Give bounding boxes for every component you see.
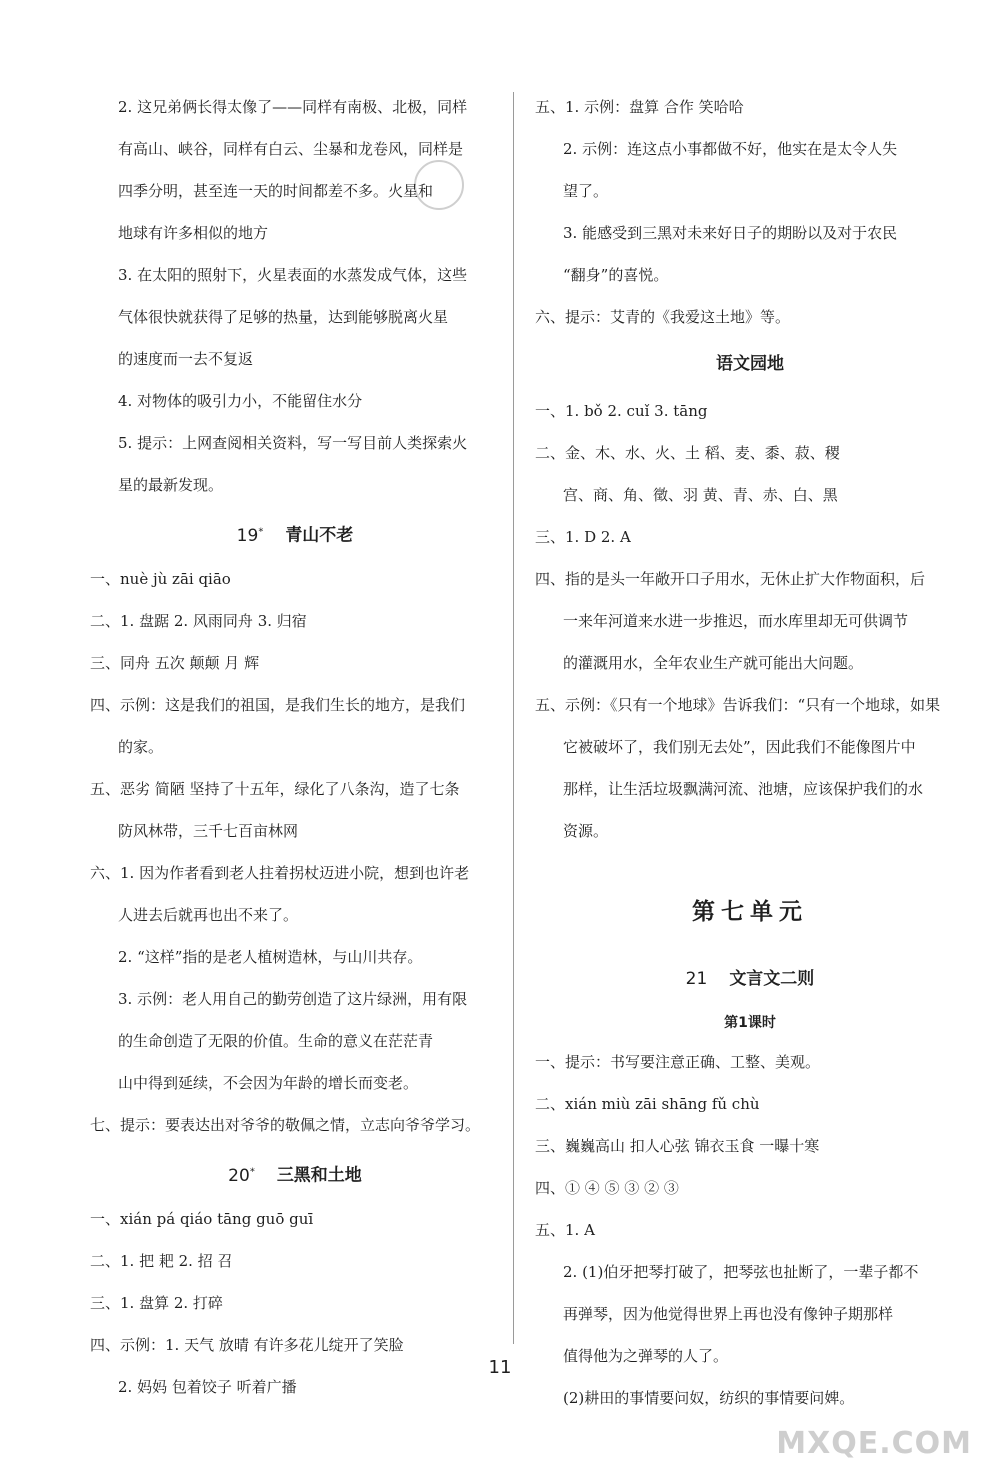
section-heading-20 bbox=[90, 1151, 500, 1193]
page-number: 11 bbox=[488, 1357, 512, 1378]
text-line: 四、指的是头一年敞开口子用水，无休止扩大作物面积，后 bbox=[535, 570, 926, 588]
right-column bbox=[535, 86, 965, 1419]
text-line: 5. 提示：上网查阅相关资料，写一写目前人类探索火 bbox=[118, 434, 468, 452]
text-line: 四、示例：这是我们的祖国，是我们生长的地方，是我们 bbox=[90, 696, 466, 714]
column-divider bbox=[513, 92, 514, 1344]
text-line: 三、巍巍高山 扣人心弦 锦衣玉食 一曝十寒 bbox=[535, 1137, 820, 1155]
text-line: 2. 这兄弟俩长得太像了——同样有南极、北极，同样 bbox=[118, 98, 468, 116]
text-line: 气体很快就获得了足够的热量，达到能够脱离火星 bbox=[118, 308, 449, 326]
text-line: 值得他为之弹琴的人了。 bbox=[563, 1347, 729, 1365]
text-line: 4. 对物体的吸引力小，不能留住水分 bbox=[118, 392, 363, 410]
section-number: 21 bbox=[685, 969, 708, 989]
text-line: 一来年河道来水进一步推迟，而水库里却无可供调节 bbox=[563, 612, 909, 630]
section-heading-21 bbox=[535, 958, 965, 1000]
section-title: 青山不老 bbox=[285, 525, 354, 546]
text-line: 三、同舟 五次 颠颠 月 辉 bbox=[90, 654, 260, 672]
text-line: 那样，让生活垃圾飘满河流、池塘，应该保护我们的水 bbox=[563, 780, 924, 798]
text-line: 3. 能感受到三黑对未来好日子的期盼以及对于农民 bbox=[563, 224, 898, 242]
text-line: 一、xián pá qiáo tāng guō guī bbox=[90, 1210, 314, 1228]
text-line: 地球有许多相似的地方 bbox=[118, 224, 269, 242]
text-line: 二、1. 把 耙 2. 招 召 bbox=[90, 1252, 233, 1270]
section-title: 文言文二则 bbox=[729, 969, 815, 989]
text-line: 资源。 bbox=[563, 822, 609, 840]
text-line: 五、恶劣 简陋 坚持了十五年，绿化了八条沟，造了七条 bbox=[90, 780, 460, 798]
watermark: MXQE.COM bbox=[776, 1426, 972, 1461]
text-line: 防风林带，三千七百亩林网 bbox=[118, 822, 299, 840]
text-line: 人进去后就再也出不来了。 bbox=[118, 906, 299, 924]
section-heading-garden: 语文园地 bbox=[716, 354, 784, 374]
text-line: 一、1. bǒ 2. cuǐ 3. tāng bbox=[535, 402, 708, 420]
text-line: 五、1. 示例：盘算 合作 笑哈哈 bbox=[535, 98, 744, 116]
text-line: 它被破坏了，我们别无去处”，因此我们不能像图片中 bbox=[563, 738, 916, 756]
text-line: 七、提示：要表达出对爷爷的敬佩之情，立志向爷爷学习。 bbox=[90, 1116, 481, 1134]
text-line: 一、提示：书写要注意正确、工整、美观。 bbox=[535, 1053, 821, 1071]
section-number: 19* bbox=[236, 525, 264, 546]
section-number: 20* bbox=[228, 1165, 255, 1186]
text-line: 的速度而一去不复返 bbox=[118, 350, 254, 368]
text-line: “翻身”的喜悦。 bbox=[563, 266, 669, 284]
text-line: 三、1. 盘算 2. 打碎 bbox=[90, 1294, 223, 1312]
text-line: 五、1. A bbox=[535, 1221, 595, 1239]
text-line: 再弹琴，因为他觉得世界上再也没有像钟子期那样 bbox=[563, 1305, 894, 1323]
text-line: 五、示例：《只有一个地球》告诉我们：“只有一个地球，如果 bbox=[535, 696, 941, 714]
text-line: 2. 示例：连这点小事都做不好，他实在是太令人失 bbox=[563, 140, 898, 158]
text-line: 二、1. 盘踞 2. 风雨同舟 3. 归宿 bbox=[90, 612, 307, 630]
text-line: (2)耕田的事情要问奴，纺织的事情要问婢。 bbox=[563, 1389, 855, 1407]
section-title: 三黑和土地 bbox=[276, 1165, 362, 1186]
text-line: 望了。 bbox=[563, 182, 609, 200]
text-line: 3. 示例：老人用自己的勤劳创造了这片绿洲，用有限 bbox=[118, 990, 468, 1008]
text-line: 三、1. D 2. A bbox=[535, 528, 631, 546]
section-heading-19 bbox=[90, 511, 500, 553]
text-line: 2. 妈妈 包着饺子 听着广播 bbox=[118, 1378, 297, 1396]
text-line: 的生命创造了无限的价值。生命的意义在茫茫青 bbox=[118, 1032, 434, 1050]
text-line: 的灌溉用水，全年农业生产就可能出大问题。 bbox=[563, 654, 864, 672]
left-column bbox=[90, 86, 500, 1408]
text-line: 六、1. 因为作者看到老人拄着拐杖迈进小院，想到也许老 bbox=[90, 864, 470, 882]
text-line: 二、xián miù zāi shāng fǔ chù bbox=[535, 1095, 760, 1113]
text-line: 一、nuè jù zāi qiāo bbox=[90, 570, 231, 588]
text-line: 四季分明，甚至连一天的时间都差不多。火星和 bbox=[118, 182, 434, 200]
unit-title: 第七单元 bbox=[692, 899, 808, 925]
text-line: 六、提示：艾青的《我爱这土地》等。 bbox=[535, 308, 791, 326]
text-line: 山中得到延续，不会因为年龄的增长而变老。 bbox=[118, 1074, 419, 1092]
text-line: 3. 在太阳的照射下，火星表面的水蒸发成气体，这些 bbox=[118, 266, 468, 284]
text-line: 2. (1)伯牙把琴打破了，把琴弦也扯断了，一辈子都不 bbox=[563, 1263, 919, 1281]
text-line: 2. “这样”指的是老人植树造林，与山川共存。 bbox=[118, 948, 423, 966]
text-line: 四、示例：1. 天气 放晴 有许多花儿绽开了笑脸 bbox=[90, 1336, 404, 1354]
text-line: 星的最新发现。 bbox=[118, 476, 224, 494]
text-line: 的家。 bbox=[118, 738, 164, 756]
text-line: 二、金、木、水、火、土 稻、麦、黍、菽、稷 bbox=[535, 444, 840, 462]
text-line: 四、① ④ ⑤ ③ ② ③ bbox=[535, 1179, 679, 1197]
lesson-title: 第1课时 bbox=[724, 1015, 776, 1031]
text-line: 宫、商、角、徵、羽 黄、青、赤、白、黑 bbox=[563, 486, 838, 504]
text-line: 有高山、峡谷，同样有白云、尘暴和龙卷风，同样是 bbox=[118, 140, 464, 158]
